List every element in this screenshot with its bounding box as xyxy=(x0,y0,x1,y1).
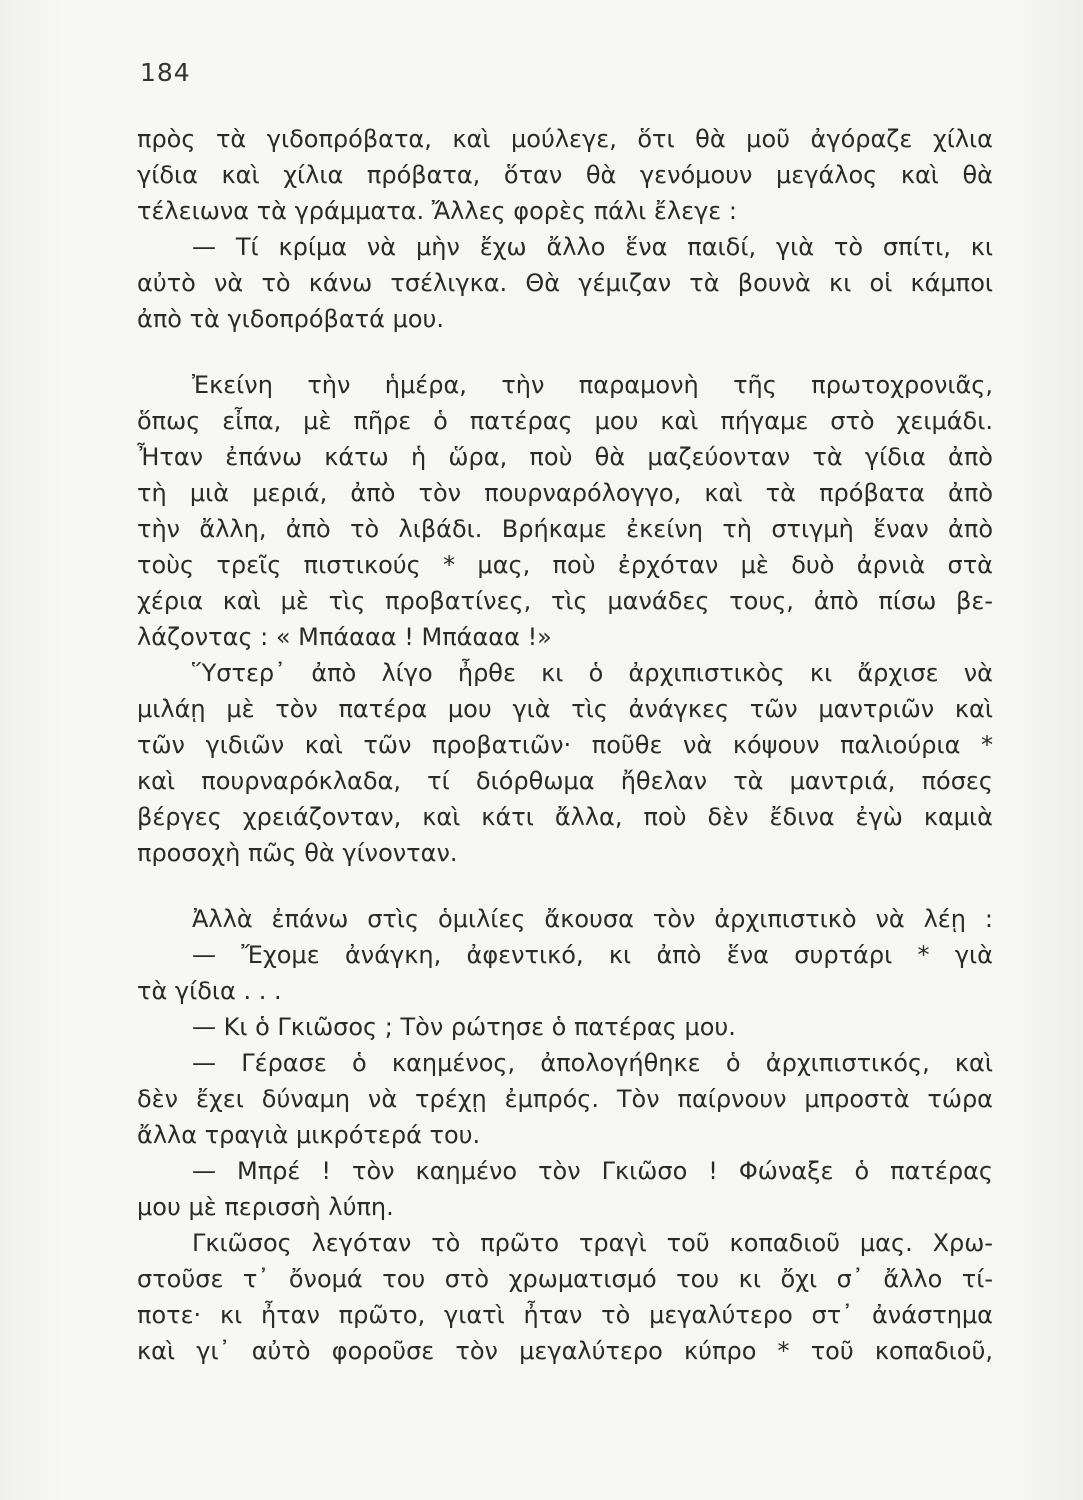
text-line: Ἀλλὰ ἐπάνω στὶς ὁμιλίες ἄκουσα τὸν ἀρχιπιστικὸ νὰ λέῃ : xyxy=(192,905,993,933)
text-line: ἀπὸ τὰ γιδοπρόβατά μου. xyxy=(137,305,445,333)
text-line: γίδια καὶ χίλια πρόβατα, ὅταν θὰ γενόμουν μεγάλος καὶ θὰ xyxy=(137,161,993,189)
text-line: Ἐκείνη τὴν ἡμέρα, τὴν παραμονὴ τῆς πρωτοχρονιᾶς, xyxy=(192,371,993,399)
text-line: τοὺς τρεῖς πιστικούς * μας, ποὺ ἐρχόταν μὲ δυὸ ἀρνιὰ στὰ xyxy=(137,551,993,579)
text-line: προσοχὴ πῶς θὰ γίνονταν. xyxy=(137,839,458,867)
text-line: δὲν ἔχει δύναμη νὰ τρέχῃ ἐμπρός. Τὸν παίρνουν μπροστὰ τώρα xyxy=(137,1085,993,1113)
text-line: τῶν γιδιῶν καὶ τῶν προβατιῶν· ποῦθε νὰ κόψουν παλιούρια * xyxy=(137,731,993,759)
text-line: μου μὲ περισσὴ λύπη. xyxy=(137,1193,394,1221)
text-line: λάζοντας : « Μπάααα ! Μπάααα !» xyxy=(137,623,552,651)
page-number: 184 xyxy=(140,58,191,87)
text-line: — Γέρασε ὁ καημένος, ἀπολογήθηκε ὁ ἀρχιπιστικός, καὶ xyxy=(192,1049,993,1077)
text-line: — Κι ὁ Γκιῶσος ; Τὸν ρώτησε ὁ πατέρας μου. xyxy=(192,1013,736,1041)
text-line: ἄλλα τραγιὰ μικρότερά του. xyxy=(137,1121,481,1149)
text-line: τὴ μιὰ μεριά, ἀπὸ τὸν πουρναρόλογγο, καὶ τὰ πρόβατα ἀπὸ xyxy=(137,479,993,507)
text-line: στοῦσε τ᾽ ὄνομά του στὸ χρωματισμό του κι ὄχι σ᾽ ἄλλο τί- xyxy=(137,1265,993,1293)
text-line: ὅπως εἶπα, μὲ πῆρε ὁ πατέρας μου καὶ πήγαμε στὸ χειμάδι. xyxy=(137,407,993,435)
text-line: — Μπρέ ! τὸν καημένο τὸν Γκιῶσο ! Φώναξε ὁ πατέρας xyxy=(192,1157,993,1185)
text-line: καὶ γι᾽ αὐτὸ φοροῦσε τὸν μεγαλύτερο κύπρο * τοῦ κοπαδιοῦ, xyxy=(137,1337,993,1365)
text-line: αὐτὸ νὰ τὸ κάνω τσέλιγκα. Θὰ γέμιζαν τὰ βουνὰ κι οἱ κάμποι xyxy=(137,269,993,297)
text-line: μιλάῃ μὲ τὸν πατέρα μου γιὰ τὶς ἀνάγκες τῶν μαντριῶν καὶ xyxy=(137,695,993,723)
text-line: Γκιῶσος λεγόταν τὸ πρῶτο τραγὶ τοῦ κοπαδιοῦ μας. Χρω- xyxy=(192,1229,993,1257)
text-line: — Τί κρίμα νὰ μὴν ἔχω ἄλλο ἕνα παιδί, γιὰ τὸ σπίτι, κι xyxy=(192,233,993,261)
text-line: — Ἔχομε ἀνάγκη, ἀφεντικό, κι ἀπὸ ἕνα συρτάρι * γιὰ xyxy=(192,941,993,969)
text-line: χέρια καὶ μὲ τὶς προβατίνες, τὶς μανάδες τους, ἀπὸ πίσω βε- xyxy=(137,587,993,615)
text-line: καὶ πουρναρόκλαδα, τί διόρθωμα ἤθελαν τὰ μαντριά, πόσες xyxy=(137,767,993,795)
text-line: τὰ γίδια . . . xyxy=(137,977,282,1005)
text-line: τὴν ἄλλη, ἀπὸ τὸ λιβάδι. Βρήκαμε ἐκείνη τὴ στιγμὴ ἕναν ἀπὸ xyxy=(137,515,993,543)
text-line: Ἦταν ἐπάνω κάτω ἡ ὥρα, ποὺ θὰ μαζεύονταν τὰ γίδια ἀπὸ xyxy=(137,443,993,471)
text-line: πρὸς τὰ γιδοπρόβατα, καὶ μούλεγε, ὅτι θὰ μοῦ ἀγόραζε χίλια xyxy=(137,125,993,153)
text-line: τέλειωνα τὰ γράμματα. Ἄλλες φορὲς πάλι ἔλεγε : xyxy=(137,197,737,225)
text-line: Ὕστερ᾽ ἀπὸ λίγο ἦρθε κι ὁ ἀρχιπιστικὸς κι ἄρχισε νὰ xyxy=(192,659,993,687)
text-line: βέργες χρειάζονταν, καὶ κάτι ἄλλα, ποὺ δὲν ἔδινα ἐγὼ καμιὰ xyxy=(137,803,993,831)
text-line: ποτε· κι ἦταν πρῶτο, γιατὶ ἦταν τὸ μεγαλύτερο στ᾽ ἀνάστημα xyxy=(137,1301,993,1329)
